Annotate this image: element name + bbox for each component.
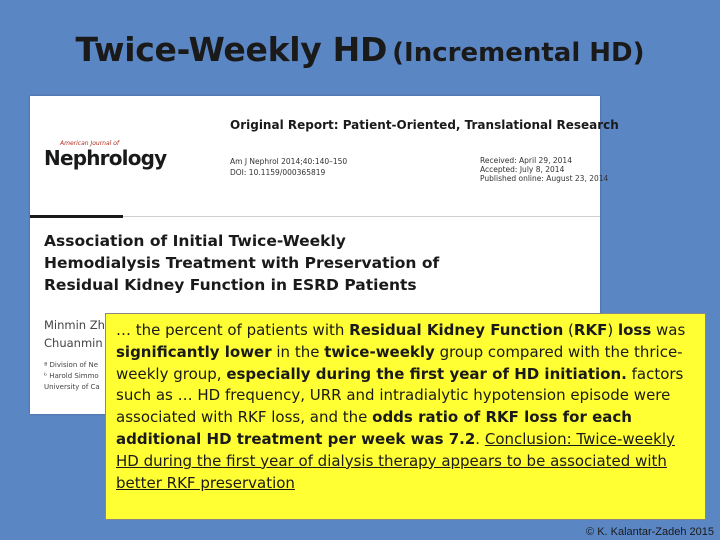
divider-dark bbox=[30, 215, 123, 218]
quote-emphasis: RKF bbox=[573, 321, 608, 339]
journal-subtitle: American Journal of bbox=[60, 140, 120, 147]
divider-light bbox=[123, 216, 600, 217]
quote-emphasis: significantly lower bbox=[116, 342, 272, 361]
quote-text: … the percent of patients with bbox=[116, 321, 350, 339]
affiliation-line: University of Ca bbox=[44, 383, 100, 391]
accepted-date: Accepted: July 8, 2014 bbox=[480, 165, 565, 174]
quote-conclusion: Conclusion: Twice-weekly HD during the first year of dialysis therapy appears to be associated with better RKF preservation bbox=[116, 429, 675, 492]
article-title-line: Hemodialysis Treatment with Preservation of bbox=[44, 254, 440, 272]
author-line: Minmin Zh bbox=[44, 318, 105, 332]
doi: DOI: 10.1159/000365819 bbox=[230, 168, 326, 177]
slide-title-sub: (Incremental HD) bbox=[392, 38, 645, 68]
affiliations bbox=[44, 360, 100, 393]
quote-emphasis: twice-weekly bbox=[324, 342, 435, 361]
quote-emphasis: especially during the first year of HD initiation. bbox=[226, 364, 627, 383]
report-type: Original Report: Patient-Oriented, Translational Research bbox=[230, 118, 619, 132]
quote-callout bbox=[105, 313, 706, 520]
quote-text: was bbox=[651, 321, 686, 339]
quote-text: . bbox=[475, 429, 485, 448]
slide-title-main: Twice-Weekly HD bbox=[75, 30, 388, 69]
slide-title bbox=[0, 30, 720, 69]
quote-emphasis: odds ratio of RKF loss for each additional HD treatment per week was 7.2 bbox=[116, 408, 632, 448]
authors bbox=[44, 316, 105, 352]
journal-logo: Nephrology bbox=[44, 146, 167, 170]
quote-text: group compared with the thrice-weekly group, bbox=[116, 342, 683, 383]
affiliation-line: ᵇ Harold Simmo bbox=[44, 372, 99, 380]
citation-block bbox=[230, 156, 347, 178]
received-date: Received: April 29, 2014 bbox=[480, 156, 572, 165]
article-title bbox=[44, 230, 514, 296]
quote-text: ) bbox=[607, 321, 618, 339]
article-title-line: Association of Initial Twice-Weekly bbox=[44, 232, 346, 250]
quote-emphasis: loss bbox=[617, 321, 652, 339]
copyright: © K. Kalantar-Zadeh 2015 bbox=[586, 526, 714, 538]
published-date: Published online: August 23, 2014 bbox=[480, 174, 609, 183]
author-line: Chuanmin bbox=[44, 336, 103, 350]
quote-text: ( bbox=[563, 321, 574, 339]
quote-text: factors such as … HD frequency, URR and intradialytic hypotension episode were associated with RKF loss, and the bbox=[116, 364, 684, 427]
citation: Am J Nephrol 2014;40:140–150 bbox=[230, 157, 348, 166]
affiliation-line: ª Division of Ne bbox=[44, 361, 98, 369]
article-title-line: Residual Kidney Function in ESRD Patients bbox=[44, 276, 417, 294]
quote-emphasis: Residual Kidney Function bbox=[349, 321, 564, 339]
quote-text: in the bbox=[271, 342, 325, 361]
dates-block bbox=[480, 156, 608, 183]
